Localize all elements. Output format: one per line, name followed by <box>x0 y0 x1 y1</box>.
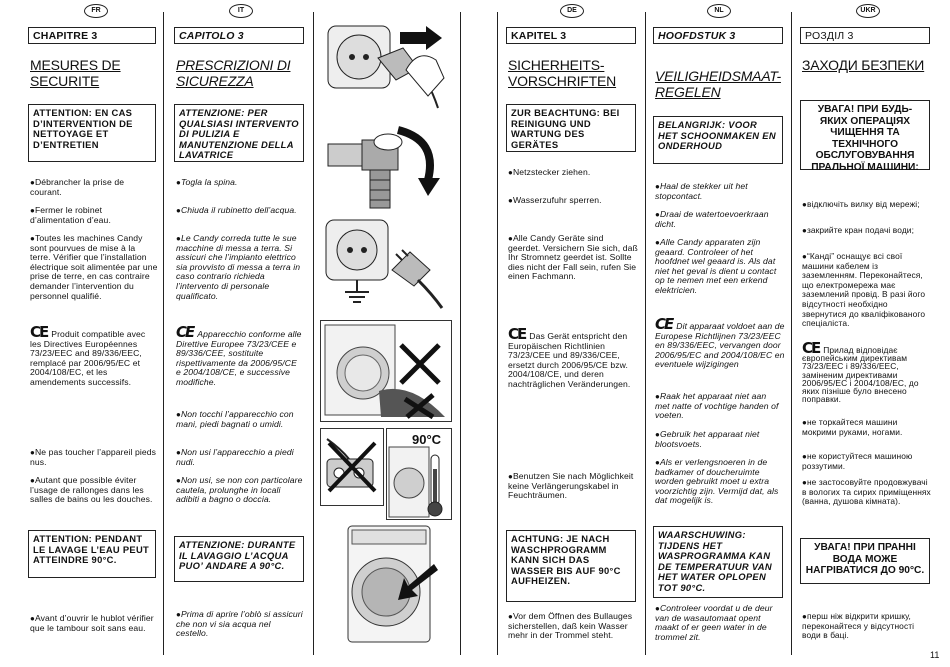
warning-box: ATTENTION: EN CAS D’INTERVENTION DE NETTOYAGE ET D’ENTRETIEN <box>28 104 156 162</box>
warning-box: ATTENZIONE: DURANTE IL LAVAGGIO L’ACQUA PUO’ ANDARE A 90°C. <box>174 536 304 582</box>
bullet-barefoot: ● не користуйтеся машиною роззутими. <box>802 452 932 471</box>
bullet-barefoot: ● Gebruik het apparaat niet blootsvoets. <box>655 430 783 449</box>
flag-uk: UKR <box>856 4 880 18</box>
chapter-label: HOOFDSTUK 3 <box>653 27 783 44</box>
chapter-label: CAPITOLO 3 <box>174 27 304 44</box>
page-title: PRESCRIZIONI DI SICUREZZA <box>176 57 291 89</box>
bullet-wet-hands: ● Raak het apparaat niet aan met natte of vochtige handen of voeten. <box>655 392 783 421</box>
bullet-water-tap: ● Fermer le robinet d’alimentation d’eau. <box>30 206 158 225</box>
bullet-earth: ● Alle Candy apparaten zijn geaard. Controleer of het hoofdnet wel geaard is. Als dat niet het geval is dient u contact op te nemen met een erkend elektricien. <box>655 238 783 296</box>
bullet-extension: ● Benutzen Sie nach Möglichkeit keine Verlängerungskabel in Feuchträumen. <box>508 472 638 501</box>
bullet-water-tap: ● Chiuda il rubinetto dell’acqua. <box>176 206 304 216</box>
page-title: ЗАХОДИ БЕЗПЕКИ <box>802 57 925 73</box>
bullet-water-tap: ● закрийте кран подачі води; <box>802 226 932 236</box>
warning-box: ATTENZIONE: PER QUALSIASI INTERVENTO DI PULIZIA E MANUTENZIONE DELLA LAVATRICE <box>174 104 304 162</box>
warning-box: ACHTUNG: JE NACH WASCHPROGRAMM KANN SICH DAS WASSER BIS AUF 90°C AUFHEIZEN. <box>506 530 636 602</box>
bullet-extension: ● не застосовуйте продовжувачі в вологих та сирих приміщеннях (ванна, душова кімната). <box>802 478 932 507</box>
door-check-illustration <box>338 520 450 648</box>
bullet-water-tap: ● Draai de watertoevoerkraan dicht. <box>655 210 783 229</box>
ce-mark-icon: CE <box>30 323 48 341</box>
ce-mark-icon: CE <box>655 315 673 333</box>
warning-box: ZUR BEACHTUNG: BEI REINIGUNG UND WARTUNG DES GERÄTES <box>506 104 636 152</box>
flag-de: DE <box>560 4 584 18</box>
ce-mark-icon: CE <box>508 325 526 343</box>
page-title: VEILIGHEIDSMAAT-REGELEN <box>655 68 781 100</box>
bullet-extension: ● Als er verlengsnoeren in de badkamer of doucheruimte worden gebruikt moet u extra voorzichtig zijn. Vermijd dat, als dat mogelijk is. <box>655 458 783 506</box>
bullet-door: ● Controleer voordat u de deur van de wasautomaat opent maakt of er geen water in de trommel zit. <box>655 604 785 642</box>
page-title: MESURES DE SECURITE <box>30 57 121 89</box>
ce-notice: CE Dit apparaat voldoet aan de Europese Richtlijnen 73/23/EEC en 89/336/EEC, vervangen door 2006/95/EC and 2004/108/EC en eventuele wijzigingen <box>655 315 785 370</box>
chapter-label: CHAPITRE 3 <box>28 27 156 44</box>
temperature-label: 90°C <box>412 432 442 447</box>
ce-notice: CE Produit compatible avec les Directives Européennes 73/23/EEC and 89/336/EEC, remplacé par 2006/95/EC et 2004/108/EC, et les amendements successifs. <box>30 323 146 387</box>
ce-mark-icon: CE <box>176 323 194 341</box>
ce-mark-icon: CE <box>802 339 820 357</box>
bullet-barefoot: ● Ne pas toucher l’appareil pieds nus. <box>30 448 158 467</box>
bullet-door: ● Avant d’ouvrir le hublot vérifier que le tambour soit sans eau. <box>30 614 158 633</box>
warning-box: УВАГА! ПРИ БУДЬ-ЯКИХ ОПЕРАЦІЯХ ЧИЩЕННЯ ТА ТЕХНІЧНОГО ОБСЛУГОВУВАННЯ ПРАЛЬНОЇ МАШИНИ: <box>800 100 930 170</box>
bullet-earth: ● Alle Candy Geräte sind geerdet. Versichern Sie sich, daß Ihr Stromnetz geerdet ist. Sollte dies nicht der Fall sein, rufen Sie einen Fachmann. <box>508 234 638 282</box>
bullet-extension: ● Non usi, se non con particolare cautela, prolunghe in locali adibiti a bagno o doccia. <box>176 476 304 505</box>
bullet-door: ● перш ніж відкрити кришку, переконайтеся у відсутності води в баці. <box>802 612 932 641</box>
bullet-earth: ● Le Candy correda tutte le sue macchine di messa a terra. Si assicuri che l’impianto elettrico sia provvisto di messa a terra in caso contrario richieda l’intervento di personale qualificato. <box>176 234 304 301</box>
bullet-earth: ● “Канді” оснащує всі свої машини кабелем із заземленням. Переконайтеся, що електромережа має заземлений провід. В разі його відсутності необхідно звернутися до кваліфікованого спеціаліста. <box>802 252 932 329</box>
bullet-unplug: ● Netzstecker ziehen. <box>508 168 638 178</box>
extension-cord-illustration <box>320 428 384 506</box>
divider <box>497 12 498 655</box>
bullet-unplug: ● Débrancher la prise de courant. <box>30 178 158 197</box>
chapter-label: KAPITEL 3 <box>506 27 636 44</box>
bullet-earth: ● Toutes les machines Candy sont pourvues de mise à la terre. Vérifier que l’installation électrique soit alimentée par une prise de terre, en cas contraire demander l’intervention du personnel qualifié. <box>30 234 158 301</box>
bullet-unplug: ● Togla la spina. <box>176 178 304 188</box>
bullet-door: ● Vor dem Öffnen des Bullauges sicherstellen, daß kein Wasser mehr in der Trommel steht. <box>508 612 638 641</box>
warning-box: WAARSCHUWING: TIJDENS HET WASPROGRAMMA KAN DE TEMPERATUUR VAN HET WATER OPLOPEN TOT 90°C. <box>653 526 783 598</box>
ce-notice: CE Das Gerät entspricht den Europäischen Richtlinien 73/23/CEE und 89/336/CEE, ersetzt durch 2006/95/CE bzw. 2004/108/CE, und deren nachträglichen Veränderungen. <box>508 325 631 389</box>
divider <box>313 12 314 655</box>
divider <box>163 12 164 655</box>
bullet-water-tap: ● Wasserzufuhr sperren. <box>508 196 638 206</box>
chapter-label: РОЗДІЛ 3 <box>800 27 930 44</box>
bullet-door: ● Prima di aprire l’oblò si assicuri che non vi sia acqua nel cestello. <box>176 610 304 639</box>
unplug-illustration <box>318 18 450 114</box>
flag-it: IT <box>229 4 253 18</box>
divider <box>460 12 461 655</box>
page-title: SICHERHEITS-VORSCHRIFTEN <box>508 57 617 89</box>
page-number: 11 <box>930 650 940 660</box>
warning-box: ATTENTION: PENDANT LE LAVAGE L’EAU PEUT ATTEINDRE 90°C. <box>28 530 156 578</box>
divider <box>645 12 646 655</box>
warning-box: BELANGRIJK: VOOR HET SCHOONMAKEN EN ONDERHOUD <box>653 116 783 164</box>
earth-socket-illustration <box>318 214 450 310</box>
bullet-extension: ● Autant que possible éviter l’usage de rallonges dans les salles de bains ou les douches. <box>30 476 158 505</box>
ce-notice: CE Прилад відповідає європейським директивам 73/23/EEC і 89/336/EEC, заміненим директивами 2006/95/EC і 2004/108/EC, до яких пізніше було внесено поправки. <box>802 339 919 405</box>
bullet-barefoot: ● Non usi l’apparecchio a piedi nudi. <box>176 448 304 467</box>
bullet-wet-hands: ● Non tocchi l’apparecchio con mani, piedi bagnati o umidi. <box>176 410 304 429</box>
warning-box: УВАГА! ПРИ ПРАННІ ВОДА МОЖЕ НАГРІВАТИСЯ ДО 90°C. <box>800 538 930 584</box>
water-tap-illustration <box>318 120 450 210</box>
bullet-wet-hands: ● не торкайтеся машини мокрими руками, ногами. <box>802 418 932 437</box>
ce-notice: CE Apparecchio conforme alle Direttive Europee 73/23/CEE e 89/336/CEE, sostituite rispettivamente da 2006/95/CE e 2004/108/CE, e successive modifiche. <box>176 323 302 387</box>
divider <box>791 12 792 655</box>
bullet-unplug: ● Haal de stekker uit het stopcontact. <box>655 182 783 201</box>
wet-hands-illustration <box>320 320 452 422</box>
flag-fr: FR <box>84 4 108 18</box>
bullet-unplug: ● відключіть вилку від мережі; <box>802 200 932 210</box>
flag-nl: NL <box>707 4 731 18</box>
